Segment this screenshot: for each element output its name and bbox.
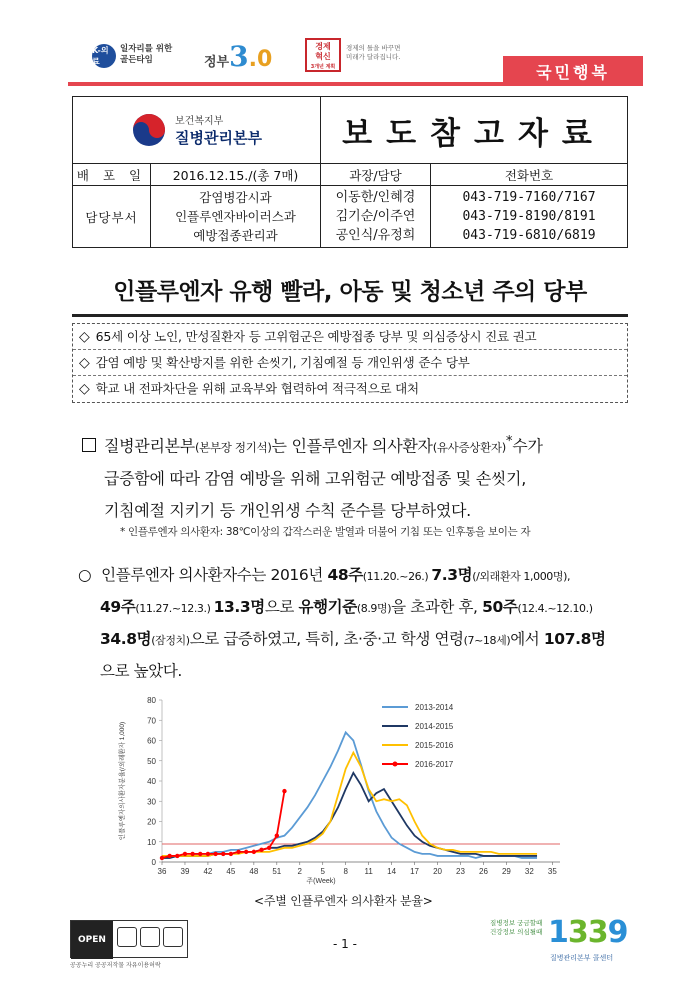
x-tick-label: 26 [479,867,488,876]
taegeuk-icon [131,112,167,148]
para1-particle: 는 [271,436,292,456]
dept-item: 감염병감시과 [199,190,272,205]
diamond-icon: ◇ [79,355,90,371]
series-point-2016-2017 [206,852,210,856]
para2-threshold-value: (8.9명) [356,602,392,615]
org-logo-cell [73,97,321,164]
para2-text: 인플루엔자 의사환자수는 2016년 [101,566,328,584]
para1-term-note: (유사증상환자) [432,440,506,455]
cc-digit: 1 [548,915,568,950]
x-tick-label: 45 [226,867,236,876]
phone-item: 043-719-7160/7167 [462,190,596,205]
para2-provisional: (잠정치) [151,634,190,647]
banner-rule [68,82,505,86]
para1-line-3: 기침예절 지키기 등 개인위생 수칙 준수를 당부하였다. [104,501,471,521]
x-tick-label: 14 [387,867,397,876]
x-tick-label: 39 [180,867,190,876]
series-line-2015-2016 [162,753,537,856]
para2-line-3 [78,624,644,656]
cc-digit: 9 [607,915,628,950]
x-tick-label: 23 [456,867,465,876]
x-tick-label: 35 [547,867,557,876]
series-point-2016-2017 [229,852,233,856]
y-tick-label: 70 [147,716,156,726]
kogl-open-badge [70,920,188,958]
cc-tag-1: 질병정보 궁금할때 [490,919,543,927]
para1-line-1 [82,426,642,463]
x-tick-label: 5 [320,867,325,876]
para1-director: (본부장 정기석) [194,440,272,455]
y-tick-label: 0 [151,858,156,867]
diamond-icon: ◇ [79,329,90,345]
k-medical-logo: K-의료 [92,44,116,68]
x-tick-label: 42 [203,867,213,876]
influenza-weekly-chart [110,690,570,890]
gov-logo-suffix: .0 [248,47,273,72]
para1-term: 인플루엔자 의사환자 [291,436,433,456]
para2-range: (11.27.~12.3.) [135,602,214,615]
x-tick-label: 17 [410,867,420,876]
ministry-name: 보건복지부 [175,116,224,127]
open-label [71,921,113,959]
noncommercial-icon [140,927,160,947]
phone-label: 전화번호 [431,164,628,186]
series-point-2016-2017 [267,846,271,850]
para2-value: 107.8명 [543,630,606,648]
dist-date-value: 2016.12.15./(총 7매) [151,164,321,186]
dept-list [151,186,321,248]
summary-text: 학교 내 전파차단을 위해 교육부와 협력하여 적극적으로 대처 [95,381,419,396]
para2-text: 으로 급증하였고, 특히, 초·중·고 학생 연령 [189,630,464,648]
para2-threshold: 유행기준 [298,598,357,616]
para1-tail: 수가 [512,436,543,456]
econ-line-2: 혁신 [315,52,331,61]
footnote-marker: * [505,434,513,449]
para2-range: (12.4.~12.10.) [517,602,593,615]
series-line-2013-2014 [162,732,537,858]
y-tick-label: 20 [147,817,156,827]
series-line-2016-2017 [162,791,284,858]
series-point-2016-2017 [167,854,171,858]
noderivative-icon [163,927,183,947]
k-logo-line-2: 골든타임 [120,55,153,65]
econ-line-3: 3개년 계획 [310,64,336,70]
series-point-2016-2017 [259,848,263,852]
series-line-2014-2015 [162,773,537,858]
para2-value: 34.8명 [100,630,152,648]
para2-range: (11.20.~26.) [362,570,432,583]
para2-line-4: 으로 높았다. [100,662,182,680]
economic-innovation-logo [305,38,341,72]
series-point-2016-2017 [190,852,194,856]
para2-week: 49주 [100,598,136,616]
x-tick-label: 36 [157,867,167,876]
para2-unit: (/외래환자 1,000명), [472,570,571,583]
x-tick-label: 20 [433,867,442,876]
summary-item [73,350,627,376]
national-happiness-banner: 국민행복 [503,56,643,86]
summary-text: 65세 이상 노인, 만성질환자 등 고위험군은 예방접종 당부 및 의심증상시 진료 권고 [95,329,537,344]
legend-label: 2014-2015 [415,722,454,731]
y-tick-label: 30 [147,797,156,807]
x-tick-label: 32 [524,867,534,876]
econ-slogan-1: 경제의 틀을 바꾸면 [346,44,401,52]
chart-caption: <주별 인플루엔자 의사환자 분율> [254,894,433,908]
manager-item: 공인식/유정희 [335,228,416,243]
legend-label: 2016-2017 [415,760,454,769]
page-number: - 1 - [333,937,357,951]
para2-text: 을 초과한 후, [391,598,483,616]
para2-week: 50주 [482,598,518,616]
kogl-caption: 공공누리 공공저작물 자유이용허락 [70,962,161,969]
headline: 인플루엔자 유행 빨라, 아동 및 청소년 주의 당부 [113,279,587,305]
agency-name: 질병관리본부 [175,129,262,147]
series-point-2016-2017 [160,856,164,860]
x-tick-label: 48 [249,867,259,876]
summary-item [73,324,627,350]
para2-text: 에서 [510,630,544,648]
para1-line-2: 급증함에 따라 감염 예방을 위해 고위험군 예방접종 및 손씻기, [104,469,526,489]
legend-marker [393,762,398,767]
gov-logo-number: 3 [229,40,249,73]
para2-week: 48주 [327,566,363,584]
x-tick-label: 11 [364,867,373,876]
phone-item: 043-719-6810/6819 [462,228,596,243]
economic-innovation-slogan [346,44,400,62]
x-axis-label: 주(Week) [306,878,336,885]
manager-item: 김기순/이주연 [335,209,416,224]
para2-age: (7~18세) [463,634,511,647]
dept-item: 예방접종관리과 [193,228,278,243]
series-point-2016-2017 [213,852,217,856]
series-point-2016-2017 [183,852,187,856]
circle-bullet-icon: ○ [78,566,92,584]
para1-subject: 질병관리본부 [104,436,195,456]
callcenter-tags [490,919,542,937]
summary-text: 감염 예방 및 확산방지를 위한 손씻기, 기침예절 등 개인위생 준수 당부 [95,355,470,370]
k-logo-line-1: 일자리를 위한 [120,44,173,54]
callcenter-number [548,915,628,950]
summary-item [73,376,627,402]
dist-date-label: 배 포 일 [73,164,151,186]
econ-line-1: 경제 [315,42,331,51]
dept-label: 담당부서 [73,186,151,248]
summary-box [72,323,628,403]
callcenter-logo [490,915,628,950]
x-tick-label: 2 [297,867,302,876]
attribution-icon [117,927,137,947]
x-tick-label: 51 [272,867,282,876]
headline-rule [72,314,628,317]
x-tick-label: 29 [501,867,511,876]
para2-text: 으로 [264,598,299,616]
para2-value: 7.3명 [431,566,473,584]
series-point-2016-2017 [221,852,225,856]
y-tick-label: 10 [147,837,156,847]
y-tick-label: 60 [147,736,156,746]
series-point-2016-2017 [175,854,179,858]
phone-list [431,186,628,248]
k-medical-logo-text [120,44,172,66]
body-paragraph-2 [78,560,644,686]
gov-logo-prefix: 정부 [204,55,230,70]
y-tick-label: 40 [147,777,156,786]
body-paragraph-1 [82,426,642,527]
econ-slogan-2: 미래가 달라집니다. [346,53,401,61]
para2-value: 13.3명 [213,598,265,616]
callcenter-subtitle: 질병관리본부 콜센터 [550,954,614,962]
legend-label: 2015-2016 [415,741,454,750]
government-3-0-logo [204,40,272,73]
cc-digit: 33 [567,915,608,950]
document-title: 보도참고자료 [321,97,628,164]
series-point-2016-2017 [275,833,279,837]
para2-line-1 [78,560,644,592]
diamond-icon: ◇ [79,381,90,397]
phone-item: 043-719-8190/8191 [462,209,596,224]
series-point-2016-2017 [236,850,240,854]
series-point-2016-2017 [282,789,286,793]
y-axis-label: 인플루엔자의사환자분율(/외래환자 1,000) [119,721,126,841]
license-icons [117,927,183,947]
cc-tag-2: 건강정보 의심될때 [490,928,543,936]
x-tick-label: 8 [343,867,348,876]
dept-manager-label: 과장/담당 [321,164,431,186]
series-point-2016-2017 [252,850,256,854]
para2-line-2 [78,592,644,624]
series-point-2016-2017 [244,850,248,854]
y-tick-label: 50 [147,756,156,766]
series-point-2016-2017 [198,852,202,856]
open-text: OPEN [78,935,106,945]
checkbox-square-icon [82,438,96,452]
manager-list [321,186,431,248]
y-tick-label: 80 [147,696,156,705]
dept-item: 인플루엔자바이러스과 [175,209,296,224]
legend-label: 2013-2014 [415,703,454,712]
manager-item: 이동한/인혜경 [335,190,416,205]
footnote: * 인플루엔자 의사환자: 38℃이상의 갑작스러운 발열과 더불어 기침 또는 인후통을 보이는 자 [120,526,531,538]
press-header-table [72,96,628,248]
